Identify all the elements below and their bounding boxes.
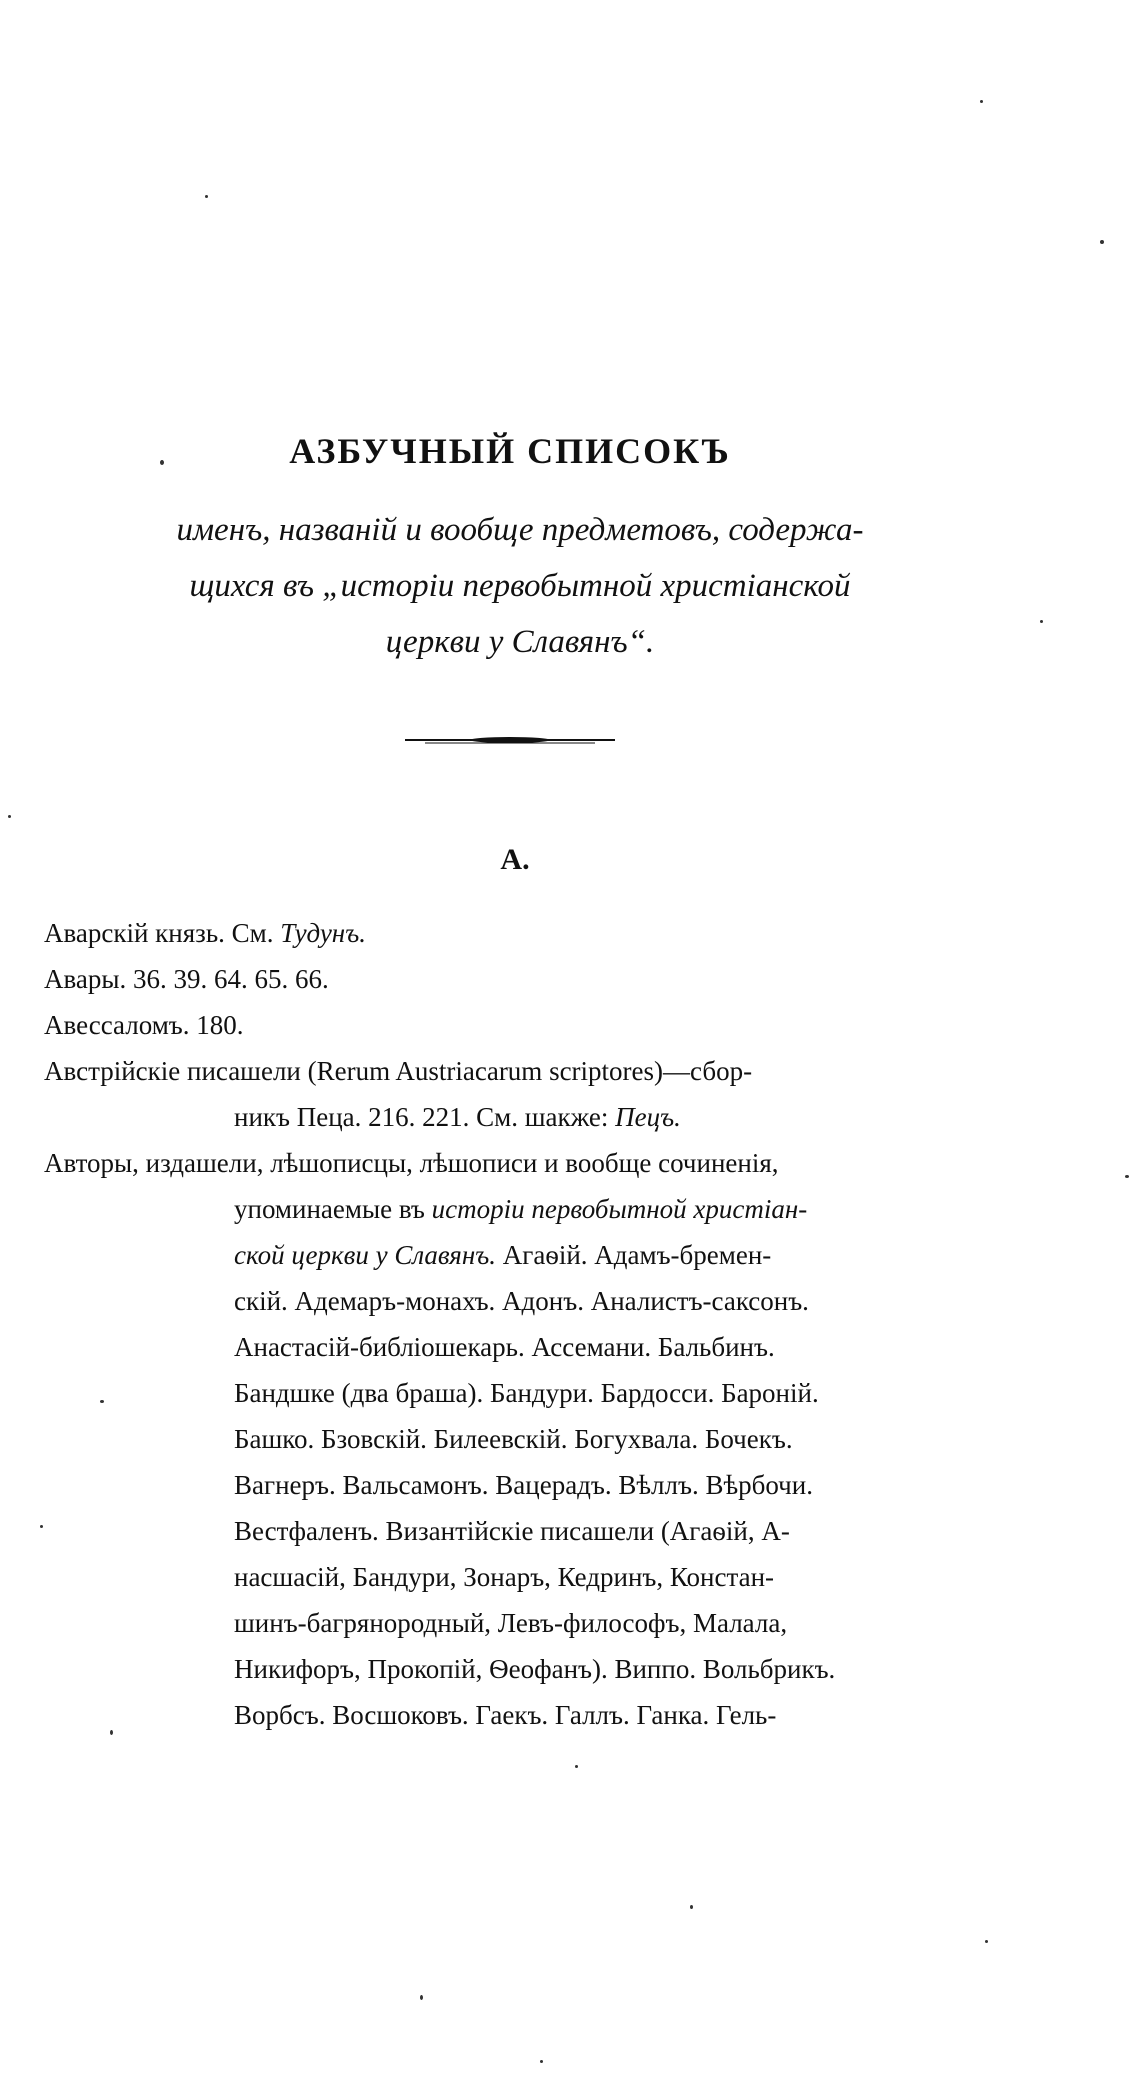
- entry-text: Австрійскіе писашели (Rerum Austriacarum scriptores)—сбор-: [44, 1056, 753, 1086]
- index-entry-continuation: шинъ-багрянородный, Левъ-философъ, Малала,: [234, 1608, 788, 1638]
- entry-ref: ской церкви у Славянъ.: [234, 1240, 497, 1270]
- scan-speck: [100, 1400, 104, 1403]
- entry-text: Авары. 36. 39. 64. 65. 66.: [44, 964, 329, 994]
- page-title: АЗБУЧНЫЙ СПИСОКЪ: [289, 431, 731, 471]
- index-entry: [44, 910, 366, 956]
- ornamental-rule: [405, 734, 615, 748]
- scan-speck: [690, 1905, 693, 1909]
- scan-speck: [8, 815, 11, 818]
- scan-speck: [420, 1995, 423, 2000]
- index-entry-continuation: Ворбсъ. Восшоковъ. Гаекъ. Галлъ. Ганка. Гель-: [234, 1700, 777, 1730]
- index-entry-continuation: Вестфаленъ. Византійскіе писашели (Агаѳій, А-: [234, 1516, 790, 1546]
- index-entry-continuation: насшасій, Бандури, Зонаръ, Кедринъ, Констан-: [234, 1562, 775, 1592]
- entry-text: Агаѳій. Адамъ-бремен-: [496, 1240, 772, 1270]
- index-entry-continuation: Бандшке (два браша). Бандури. Бардосси. Бароній.: [234, 1378, 819, 1408]
- entry-text: Авессаломъ. 180.: [44, 1010, 244, 1040]
- index-entry-continuation: Анастасій-библіошекарь. Ассемани. Бальбинъ.: [234, 1332, 775, 1362]
- scan-speck: [205, 195, 208, 198]
- scan-speck: [1040, 620, 1043, 623]
- index-entry: [44, 1002, 244, 1048]
- entry-text: никъ Пеца. 216. 221. См. шакже:: [234, 1102, 616, 1132]
- index-entry-continuation: [234, 1232, 771, 1278]
- section-letter: А.: [500, 843, 530, 876]
- scan-speck: [540, 2060, 543, 2063]
- index-entry-continuation: Никифоръ, Прокопій, Ѳеофанъ). Виппо. Вольбрикъ.: [234, 1654, 836, 1684]
- entry-text: упоминаемые въ: [234, 1194, 432, 1224]
- subtitle-line-3: церкви у Славянъ“.: [385, 624, 655, 660]
- subtitle-line-1: именъ, названій и вообще предметовъ, содержа-: [176, 512, 864, 548]
- index-entry-continuation: [234, 1094, 681, 1140]
- entry-ref: Пецъ.: [615, 1102, 681, 1132]
- index-entry: [44, 1048, 752, 1094]
- entry-ref: исторіи первобытной христіан-: [431, 1194, 808, 1224]
- index-entry: [44, 956, 329, 1002]
- scan-speck: [160, 460, 164, 465]
- scan-speck: [40, 1525, 43, 1528]
- entry-ref: Тудунъ.: [280, 918, 366, 948]
- index-entry: [44, 1140, 779, 1186]
- index-entry-continuation: Вагнеръ. Вальсамонъ. Вацерадъ. Вѣллъ. Вѣрбочи.: [234, 1470, 813, 1500]
- index-entry-continuation: скій. Адемаръ-монахъ. Адонъ. Аналистъ-саксонъ.: [234, 1286, 809, 1316]
- scan-speck: [1125, 1175, 1129, 1178]
- index-entry-continuation: Башко. Бзовскій. Билеевскій. Богухвала. Бочекъ.: [234, 1424, 793, 1454]
- scan-speck: [575, 1765, 578, 1768]
- scan-speck: [985, 1940, 988, 1943]
- scan-speck: [980, 100, 983, 103]
- index-entry-continuation: [234, 1186, 807, 1232]
- subtitle-line-2: щихся въ „исторіи первобытной христіанской: [189, 568, 851, 604]
- entry-text: Авторы, издашели, лѣшописцы, лѣшописи и вообще сочиненія,: [44, 1148, 779, 1178]
- entry-text: Аварскій князь. См.: [44, 918, 281, 948]
- scan-speck: [1100, 240, 1104, 244]
- scan-speck: [110, 1730, 113, 1735]
